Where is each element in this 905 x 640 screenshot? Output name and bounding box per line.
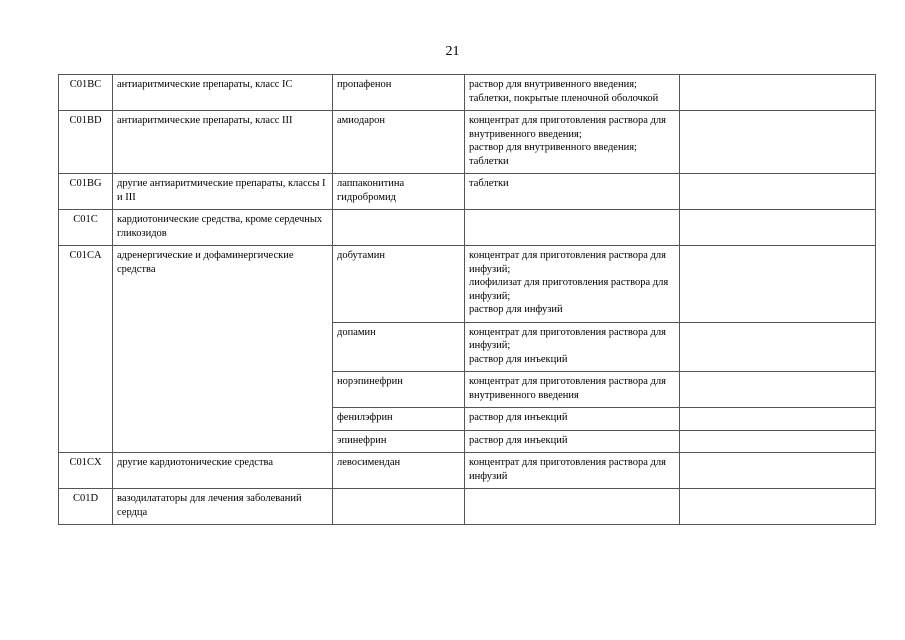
dosage-forms-cell bbox=[465, 372, 680, 408]
dosage-form-line: концентрат для приготовления раствора для внутривенного введения; bbox=[469, 115, 666, 140]
extra-cell bbox=[680, 210, 876, 246]
dosage-forms-cell bbox=[465, 75, 680, 111]
dosage-forms-cell bbox=[465, 453, 680, 489]
dosage-forms-cell bbox=[465, 322, 680, 372]
drug-name-cell: эпинефрин bbox=[333, 430, 465, 453]
table-row bbox=[59, 75, 876, 111]
dosage-form-line: таблетки bbox=[469, 155, 509, 167]
drug-name-cell: левосимендан bbox=[333, 453, 465, 489]
dosage-forms-cell bbox=[465, 246, 680, 323]
group-name-cell: антиаритмические препараты, класс III bbox=[113, 111, 333, 174]
dosage-form-line: таблетки, покрытые пленочной оболочкой bbox=[469, 92, 659, 104]
dosage-form-line: раствор для внутривенного введения; bbox=[469, 142, 637, 153]
drug-name-cell: норэпинефрин bbox=[333, 372, 465, 408]
atc-code-cell: C01D bbox=[59, 489, 113, 525]
drug-name-cell: допамин bbox=[333, 322, 465, 372]
drug-name-cell: добутамин bbox=[333, 246, 465, 323]
drug-name-cell: амиодарон bbox=[333, 111, 465, 174]
page-number: 21 bbox=[445, 44, 460, 59]
dosage-form-line: раствор для инъекций bbox=[469, 434, 568, 446]
table-row bbox=[59, 489, 876, 525]
dosage-forms-cell bbox=[465, 174, 680, 210]
dosage-forms-cell bbox=[465, 430, 680, 453]
dosage-form-line: раствор для инъекций bbox=[469, 353, 568, 365]
dosage-form-line: концентрат для приготовления раствора для инфузий; bbox=[469, 326, 666, 351]
extra-cell bbox=[680, 408, 876, 431]
group-name-cell: кардиотонические средства, кроме сердечных гликозидов bbox=[113, 210, 333, 246]
group-name-cell: антиаритмические препараты, класс IC bbox=[113, 75, 333, 111]
extra-cell bbox=[680, 246, 876, 323]
drug-name-cell bbox=[333, 489, 465, 525]
group-name-cell: другие антиаритмические препараты, классы I и III bbox=[113, 174, 333, 210]
extra-cell bbox=[680, 174, 876, 210]
dosage-forms-cell bbox=[465, 111, 680, 174]
dosage-form-line: концентрат для приготовления раствора для инфузий; bbox=[469, 250, 666, 275]
drug-name-cell: лаппаконитина гидробромид bbox=[333, 174, 465, 210]
atc-code-cell: C01BG bbox=[59, 174, 113, 210]
group-name-cell: вазодилататоры для лечения заболеваний сердца bbox=[113, 489, 333, 525]
drug-name-cell: пропафенон bbox=[333, 75, 465, 111]
dosage-forms-cell bbox=[465, 408, 680, 431]
dosage-form-line: таблетки bbox=[469, 178, 509, 189]
extra-cell bbox=[680, 372, 876, 408]
dosage-forms-cell bbox=[465, 489, 680, 525]
dosage-forms-cell bbox=[465, 210, 680, 246]
dosage-form-line: концентрат для приготовления раствора для инфузий bbox=[469, 457, 666, 482]
extra-cell bbox=[680, 453, 876, 489]
atc-code-cell: C01C bbox=[59, 210, 113, 246]
atc-code-cell: C01CX bbox=[59, 453, 113, 489]
drug-name-cell bbox=[333, 210, 465, 246]
dosage-form-line: концентрат для приготовления раствора для внутривенного введения bbox=[469, 376, 666, 401]
drug-classification-table bbox=[58, 74, 876, 525]
table-row bbox=[59, 246, 876, 323]
group-name-cell: адренергические и дофаминергические средства bbox=[113, 246, 333, 453]
dosage-form-line: раствор для внутривенного введения; bbox=[469, 79, 637, 90]
table-row bbox=[59, 210, 876, 246]
dosage-form-line: раствор для инъекций bbox=[469, 412, 568, 423]
extra-cell bbox=[680, 75, 876, 111]
atc-code-cell: C01BD bbox=[59, 111, 113, 174]
extra-cell bbox=[680, 111, 876, 174]
group-name-cell: другие кардиотонические средства bbox=[113, 453, 333, 489]
table-row bbox=[59, 453, 876, 489]
table-row bbox=[59, 111, 876, 174]
table-row bbox=[59, 174, 876, 210]
table-body bbox=[59, 75, 876, 525]
dosage-form-line: лиофилизат для приготовления раствора для инфузий; bbox=[469, 277, 669, 302]
atc-code-cell: C01CA bbox=[59, 246, 113, 453]
dosage-form-line: раствор для инфузий bbox=[469, 304, 563, 315]
drug-name-cell: фенилэфрин bbox=[333, 408, 465, 431]
extra-cell bbox=[680, 489, 876, 525]
extra-cell bbox=[680, 322, 876, 372]
atc-code-cell: C01BC bbox=[59, 75, 113, 111]
extra-cell bbox=[680, 430, 876, 453]
